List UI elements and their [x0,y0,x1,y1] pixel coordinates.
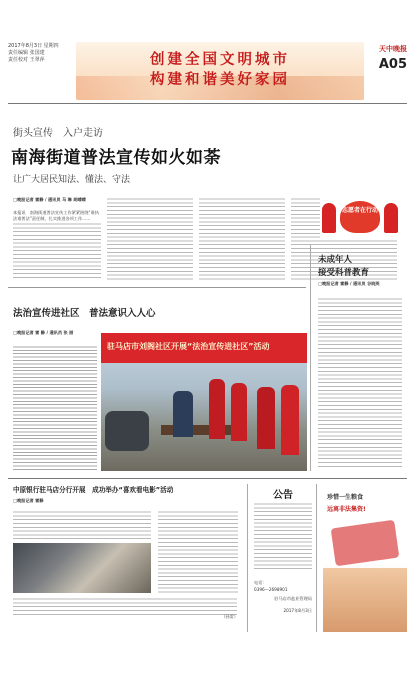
volunteer-heart-icon [340,201,380,233]
header-date: 2017年8月3日 星期四 [8,43,59,49]
banner-image [76,42,364,100]
law-body-col-1 [13,345,97,471]
banner-title-1: 创建全国文明城市 [150,52,290,68]
main-body-lead: 本报讯 南海街道普法宣传工作紧紧围绕“谁执法谁普法”责任制，扎实推进各项工作…… [13,210,99,221]
ad-photo [13,543,151,593]
paper-logo: 天中晚报 [379,45,407,53]
scooter [105,411,149,451]
promo-line-2: 远离非法集资! [327,506,366,513]
person-5 [173,391,193,437]
law-byline: □晚报记者 雷 静 / 通讯员 张 丽 [13,330,74,335]
volunteer-logo [320,197,400,239]
section-rule-2 [8,478,407,479]
header-editor: 责任编辑 张国建 [8,50,45,56]
main-byline: □晚报记者 雷静 / 通讯员 马 琳 胡晴晴 [13,197,86,202]
main-kicker: 街头宣传 入户走访 [13,128,103,139]
person-4 [281,385,299,455]
law-headline: 法治宣传进社区 普法意识入人心 [13,308,156,319]
sidebar-body [318,297,402,469]
ad-body-bottom [13,597,237,615]
sidebar-divider [310,245,311,471]
notice-tel-label: 电话： [254,580,267,585]
person-2 [231,383,247,441]
notice-body [254,502,312,572]
notice-tel: 0396—2698901 [254,587,288,592]
main-subhead: 让广大居民知法、懂法、守法 [13,175,131,185]
notice-box [247,484,317,632]
law-photo-banner: 驻马店市刘阁社区开展“法治宣传进社区”活动 [107,342,270,351]
promo-scene [323,568,407,632]
main-body-col-3 [199,197,285,280]
section-rule-1 [8,287,306,288]
header-rule [8,103,407,104]
main-body-col-1 [13,222,101,280]
volunteer-figure-right [384,203,398,233]
sidebar-headline-2: 接受科普教育 [318,268,370,278]
notice-title: 公告 [273,490,293,501]
ad-body-top [13,510,151,540]
ad-end-tag: （孙雷） [221,614,238,619]
promo-graphic [323,484,407,632]
law-photo [101,333,307,471]
ad-byline: □晚报记者 雷静 [13,498,44,503]
page-number: A05 [378,57,407,72]
notice-org: 驻马店市盐业管理局 [274,596,312,601]
promo-line-1: 珍惜一生粮食 [327,494,364,501]
page-header [8,42,407,100]
notice-date: 2017年8月3日 [283,608,312,613]
banner-title-2: 构建和谐美好家园 [150,72,290,88]
volunteer-figure-left [322,203,336,233]
volunteer-logo-text: 志愿者在行动 [342,207,379,214]
person-1 [209,379,225,439]
main-headline: 南海街道普法宣传如火如荼 [11,148,221,168]
promo-money-icon [331,520,400,567]
main-body-col-2 [107,197,193,280]
header-checker: 责任校对 王翠萍 [8,57,45,63]
sidebar-byline: □晚报记者 雷静 / 通讯员 谷晓英 [318,281,380,286]
person-3 [257,387,275,449]
ad-body-col-2 [158,510,238,594]
sidebar-headline-1: 未成年人 [318,255,353,265]
ad-headline: 中原银行驻马店分行开展 成功举办“喜欢看电影”活动 [13,486,174,494]
